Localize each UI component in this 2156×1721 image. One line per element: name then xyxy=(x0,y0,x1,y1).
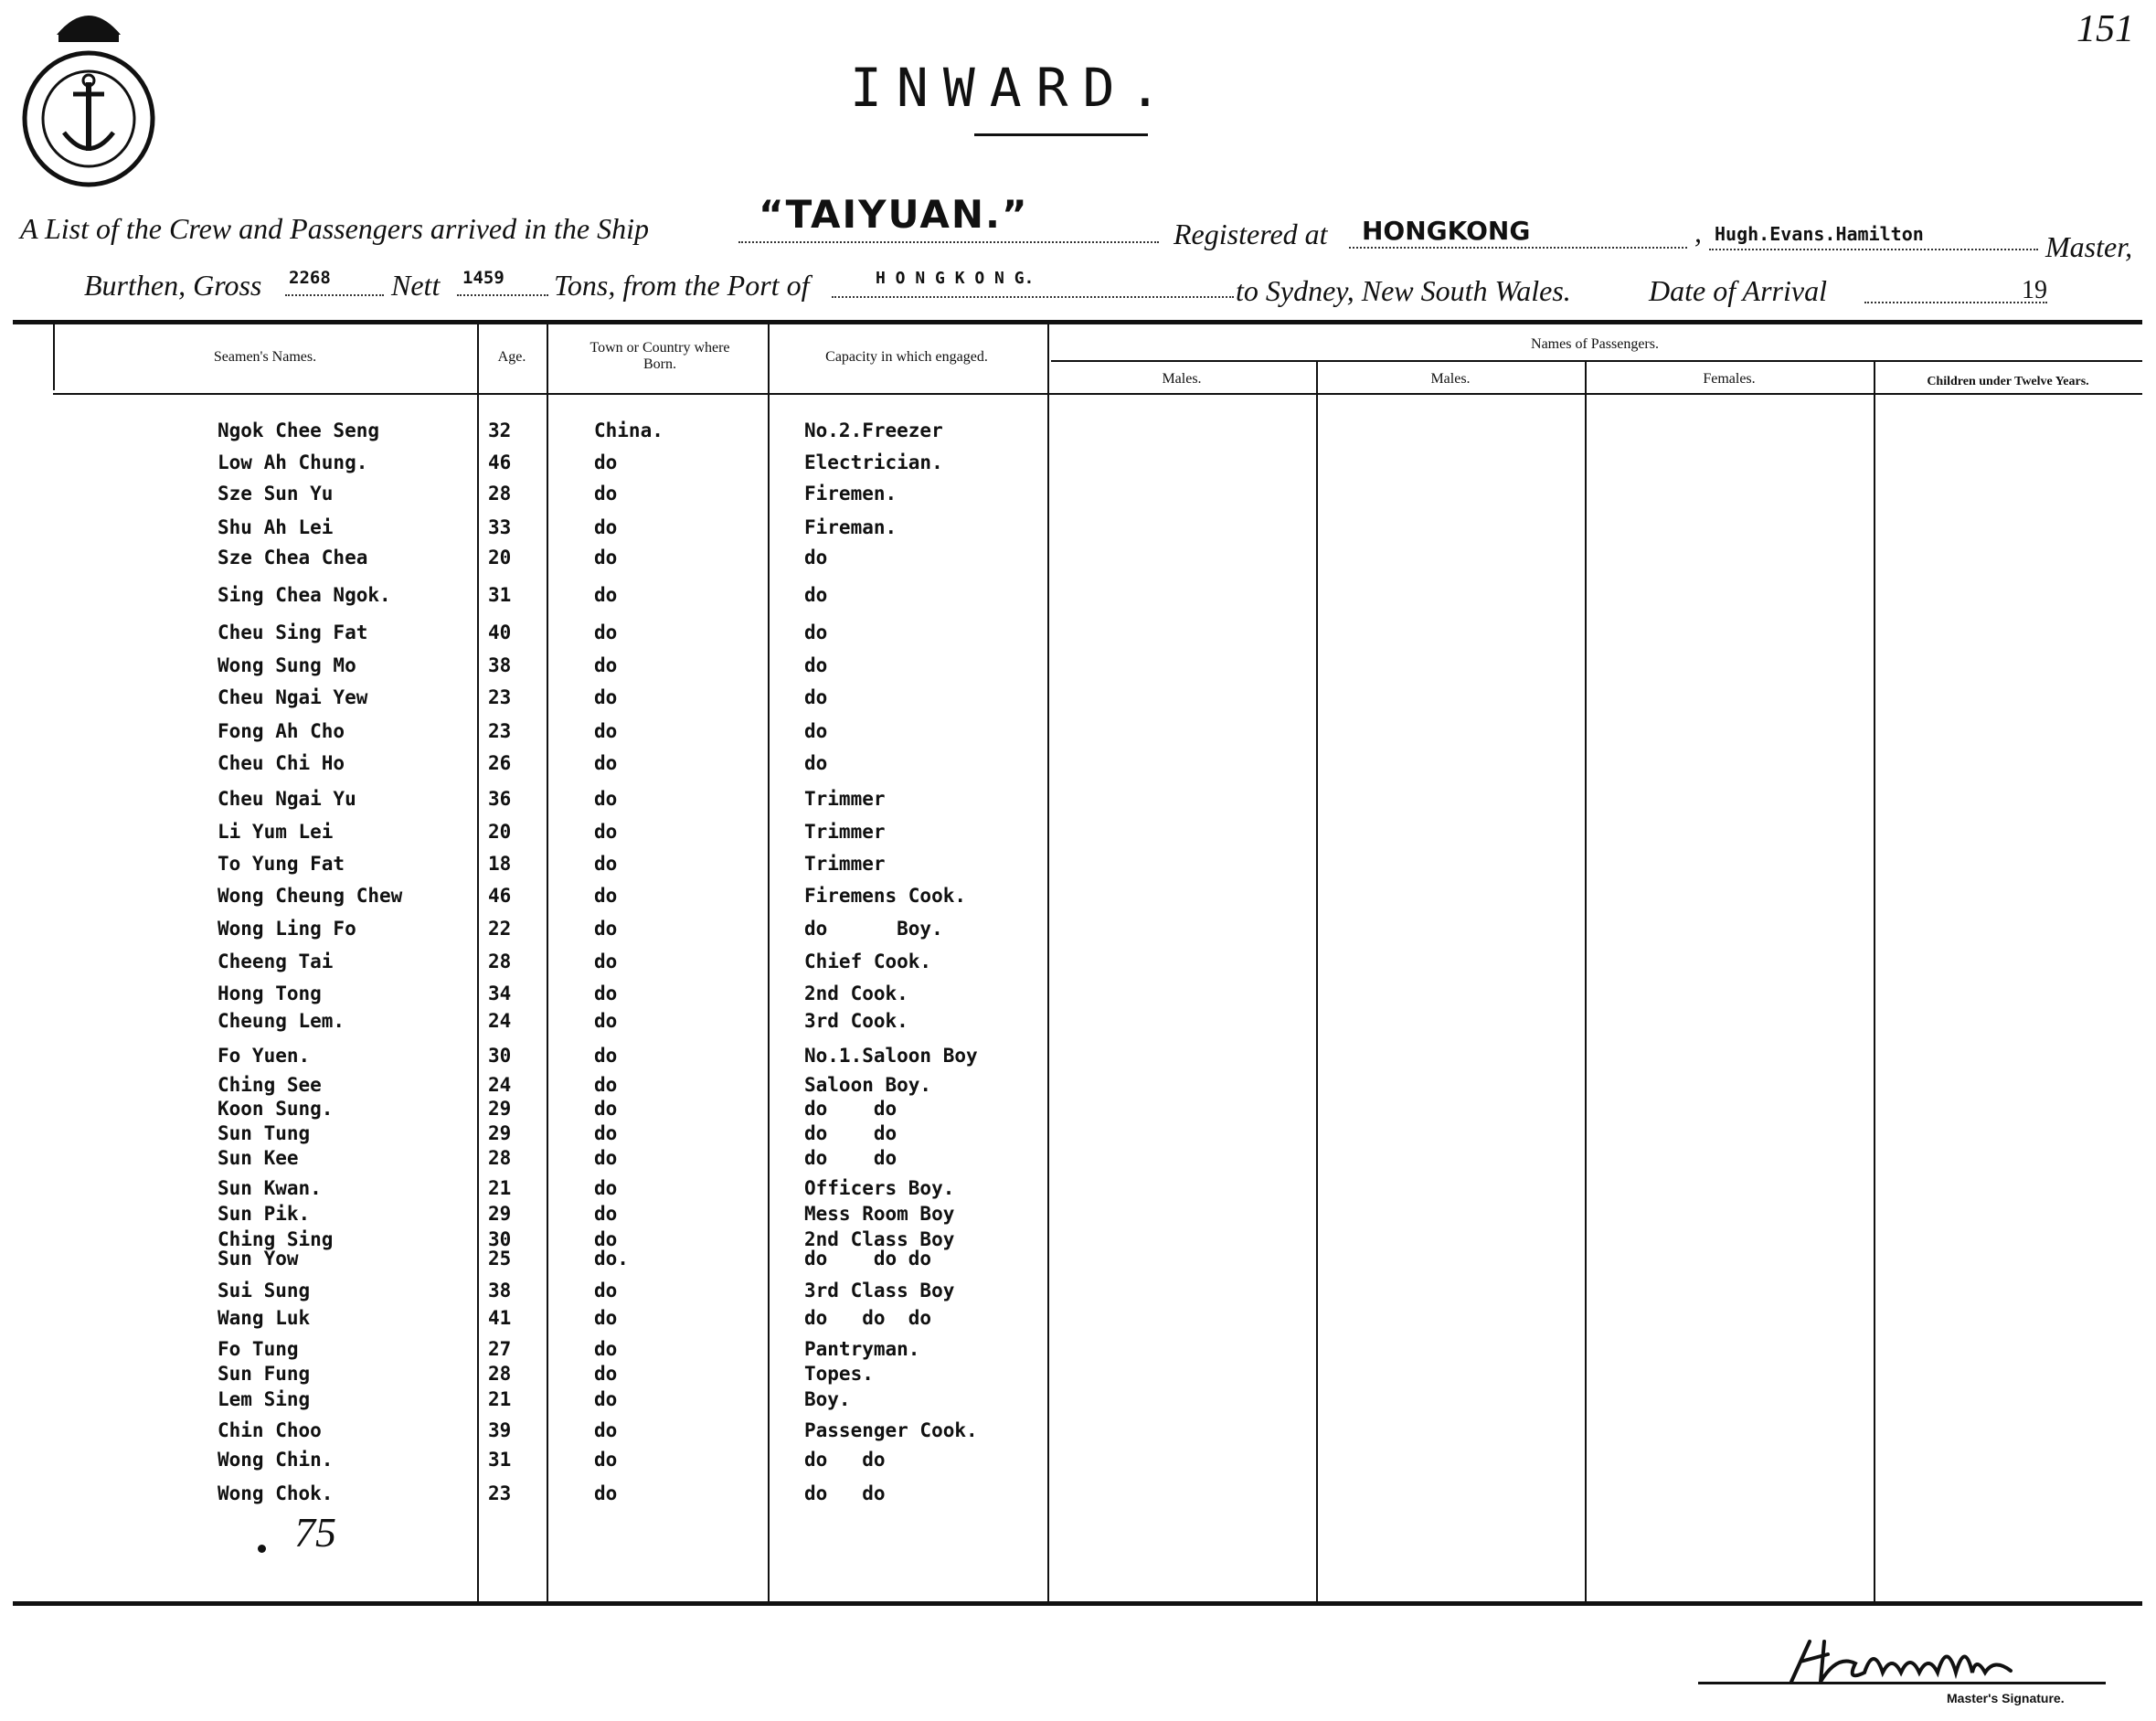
col-males-2: Males. xyxy=(1430,371,1471,387)
seaman-age: 30 xyxy=(488,1228,512,1250)
seaman-capacity: Mess Room Boy xyxy=(804,1203,955,1225)
seaman-name: Lem Sing xyxy=(218,1388,311,1410)
seaman-age: 29 xyxy=(488,1122,512,1144)
seaman-birthplace: do xyxy=(594,1388,618,1410)
seaman-name: Sun Kwan. xyxy=(218,1177,322,1199)
seaman-name: Sing Chea Ngok. xyxy=(218,584,391,606)
seaman-capacity: No.1.Saloon Boy xyxy=(804,1045,978,1067)
seaman-name: Wong Cheung Chew xyxy=(218,885,403,907)
seaman-age: 20 xyxy=(488,547,512,568)
seaman-age: 23 xyxy=(488,686,512,708)
seaman-age: 24 xyxy=(488,1010,512,1032)
seaman-age: 20 xyxy=(488,821,512,843)
seaman-capacity: 3rd Class Boy xyxy=(804,1280,955,1301)
tally-note: 75 xyxy=(294,1509,336,1556)
seaman-birthplace: do xyxy=(594,885,618,907)
seaman-name: Cheu Ngai Yew xyxy=(218,686,368,708)
seaman-age: 22 xyxy=(488,918,512,940)
destination-label: to Sydney, New South Wales. xyxy=(1236,274,1571,307)
nett-label: Nett xyxy=(391,269,441,302)
seaman-birthplace: do xyxy=(594,951,618,972)
col-seamen-names: Seamen's Names. xyxy=(213,349,317,365)
seaman-birthplace: do xyxy=(594,1419,618,1441)
seaman-name: Koon Sung. xyxy=(218,1098,334,1120)
seaman-name: Cheu Sing Fat xyxy=(218,621,368,643)
burthen-label: Burthen, Gross xyxy=(84,269,262,302)
seaman-age: 21 xyxy=(488,1388,512,1410)
seaman-age: 40 xyxy=(488,621,512,643)
seaman-capacity: Trimmer xyxy=(804,788,886,810)
seaman-birthplace: do xyxy=(594,1307,618,1329)
seaman-name: Low Ah Chung. xyxy=(218,451,368,473)
seaman-name: Sui Sung xyxy=(218,1280,311,1301)
seaman-name: Chin Choo xyxy=(218,1419,322,1441)
seaman-age: 23 xyxy=(488,1482,512,1504)
seaman-age: 38 xyxy=(488,654,512,676)
master-label: Master, xyxy=(2045,230,2133,263)
master-name: Hugh.Evans.Hamilton xyxy=(1715,223,1924,245)
seaman-birthplace: do xyxy=(594,686,618,708)
seaman-age: 38 xyxy=(488,1280,512,1301)
seaman-birthplace: do xyxy=(594,918,618,940)
seaman-age: 46 xyxy=(488,885,512,907)
col-children: Children under Twelve Years. xyxy=(1927,375,2089,388)
signature-label: Master's Signature. xyxy=(1947,1691,2065,1705)
seaman-capacity: do do do xyxy=(804,1248,932,1270)
seaman-capacity: do xyxy=(804,686,828,708)
seaman-name: Wong Sung Mo xyxy=(218,654,356,676)
seaman-capacity: do do xyxy=(804,1122,897,1144)
seaman-birthplace: do xyxy=(594,451,618,473)
seaman-name: Wang Luk xyxy=(218,1307,311,1329)
seaman-capacity: Passenger Cook. xyxy=(804,1419,978,1441)
seaman-age: 21 xyxy=(488,1177,512,1199)
seaman-capacity: 3rd Cook. xyxy=(804,1010,908,1032)
seaman-age: 33 xyxy=(488,516,512,538)
seaman-name: Ching See xyxy=(218,1074,322,1096)
seaman-capacity: do Boy. xyxy=(804,918,943,940)
seaman-birthplace: do xyxy=(594,1074,618,1096)
seaman-birthplace: do xyxy=(594,1228,618,1250)
seaman-capacity: 2nd Class Boy xyxy=(804,1228,955,1250)
seaman-age: 30 xyxy=(488,1045,512,1067)
seaman-name: Wong Chok. xyxy=(218,1482,334,1504)
title-ornament xyxy=(974,133,1148,136)
seaman-birthplace: do xyxy=(594,1122,618,1144)
seaman-name: Ngok Chee Seng xyxy=(218,420,380,441)
seaman-name: Sze Sun Yu xyxy=(218,483,334,505)
seaman-age: 26 xyxy=(488,752,512,774)
seaman-capacity: Pantryman. xyxy=(804,1338,920,1360)
seaman-name: Wong Ling Fo xyxy=(218,918,356,940)
seaman-birthplace: do xyxy=(594,821,618,843)
seaman-capacity: do do xyxy=(804,1147,897,1169)
col-passengers: Names of Passengers. xyxy=(1531,336,1659,352)
col-birthplace: Town or Country where Born. xyxy=(589,340,730,372)
seaman-capacity: Electrician. xyxy=(804,451,943,473)
seaman-age: 18 xyxy=(488,853,512,875)
seaman-age: 29 xyxy=(488,1098,512,1120)
seaman-capacity: do do xyxy=(804,1098,897,1120)
seaman-age: 36 xyxy=(488,788,512,810)
seaman-age: 27 xyxy=(488,1338,512,1360)
tons-label: Tons, from the Port of xyxy=(554,269,810,302)
seaman-name: Sun Fung xyxy=(218,1363,311,1385)
seaman-capacity: do do xyxy=(804,1482,886,1504)
arrival-label: Date of Arrival xyxy=(1649,274,1827,307)
seaman-birthplace: China. xyxy=(594,420,664,441)
seaman-birthplace: do xyxy=(594,1449,618,1471)
seaman-capacity: Firemen. xyxy=(804,483,897,505)
seaman-age: 24 xyxy=(488,1074,512,1096)
seaman-birthplace: do. xyxy=(594,1248,629,1270)
seaman-birthplace: do xyxy=(594,752,618,774)
gross-tonnage: 2268 xyxy=(289,268,331,288)
seaman-capacity: Chief Cook. xyxy=(804,951,932,972)
seaman-name: Cheung Lem. xyxy=(218,1010,345,1032)
seaman-name: Li Yum Lei xyxy=(218,821,334,843)
seaman-birthplace: do xyxy=(594,1098,618,1120)
col-age: Age. xyxy=(497,349,526,365)
page-title: INWARD. xyxy=(850,57,1176,119)
seaman-name: Shu Ah Lei xyxy=(218,516,334,538)
seaman-capacity: Fireman. xyxy=(804,516,897,538)
seaman-birthplace: do xyxy=(594,516,618,538)
seaman-age: 28 xyxy=(488,1147,512,1169)
seaman-capacity: do xyxy=(804,654,828,676)
seaman-capacity: do xyxy=(804,621,828,643)
seaman-birthplace: do xyxy=(594,1045,618,1067)
seaman-capacity: do xyxy=(804,752,828,774)
seaman-name: Sze Chea Chea xyxy=(218,547,368,568)
ship-name: “TAIYUAN.” xyxy=(759,192,1029,237)
seaman-birthplace: do xyxy=(594,1338,618,1360)
seaman-birthplace: do xyxy=(594,1280,618,1301)
seaman-name: Sun Tung xyxy=(218,1122,311,1144)
seaman-age: 32 xyxy=(488,420,512,441)
seaman-name: Sun Kee xyxy=(218,1147,299,1169)
seaman-capacity: do do xyxy=(804,1449,886,1471)
seaman-age: 28 xyxy=(488,483,512,505)
seaman-capacity: 2nd Cook. xyxy=(804,983,908,1004)
col-females: Females. xyxy=(1703,371,1756,387)
seaman-birthplace: do xyxy=(594,853,618,875)
seaman-birthplace: do xyxy=(594,584,618,606)
seaman-name: Sun Yow xyxy=(218,1248,299,1270)
seaman-birthplace: do xyxy=(594,1147,618,1169)
seaman-birthplace: do xyxy=(594,1010,618,1032)
seaman-name: Cheu Chi Ho xyxy=(218,752,345,774)
seaman-age: 28 xyxy=(488,951,512,972)
seaman-name: Fo Tung xyxy=(218,1338,299,1360)
seaman-name: Hong Tong xyxy=(218,983,322,1004)
seaman-age: 46 xyxy=(488,451,512,473)
seaman-birthplace: do xyxy=(594,483,618,505)
col-males-1: Males. xyxy=(1162,371,1202,387)
seaman-birthplace: do xyxy=(594,547,618,568)
seaman-age: 25 xyxy=(488,1248,512,1270)
seaman-age: 31 xyxy=(488,1449,512,1471)
seaman-capacity: do xyxy=(804,720,828,742)
nett-tonnage: 1459 xyxy=(462,268,504,288)
seaman-birthplace: do xyxy=(594,720,618,742)
registered-label: Registered at xyxy=(1174,218,1328,250)
seaman-birthplace: do xyxy=(594,1482,618,1504)
seaman-age: 41 xyxy=(488,1307,512,1329)
seaman-capacity: do do do xyxy=(804,1307,932,1329)
seaman-capacity: Trimmer xyxy=(804,853,886,875)
from-port: H O N G K O N G. xyxy=(876,269,1035,288)
seaman-birthplace: do xyxy=(594,1203,618,1225)
seaman-name: Cheeng Tai xyxy=(218,951,334,972)
seaman-birthplace: do xyxy=(594,788,618,810)
seaman-capacity: No.2.Freezer xyxy=(804,420,943,441)
seaman-name: To Yung Fat xyxy=(218,853,345,875)
seaman-name: Ching Sing xyxy=(218,1228,334,1250)
seaman-name: Cheu Ngai Yu xyxy=(218,788,356,810)
col-capacity: Capacity in which engaged. xyxy=(825,349,988,365)
seaman-birthplace: do xyxy=(594,983,618,1004)
seaman-age: 29 xyxy=(488,1203,512,1225)
seaman-capacity: Firemens Cook. xyxy=(804,885,967,907)
seaman-age: 34 xyxy=(488,983,512,1004)
department-seal xyxy=(20,0,157,187)
seaman-birthplace: do xyxy=(594,654,618,676)
seaman-name: Fong Ah Cho xyxy=(218,720,345,742)
page-number: 151 xyxy=(2076,8,2134,50)
seaman-age: 28 xyxy=(488,1363,512,1385)
seaman-capacity: Topes. xyxy=(804,1363,874,1385)
header-line1-prefix: A List of the Crew and Passengers arrived in the Ship xyxy=(20,212,649,245)
seaman-age: 23 xyxy=(488,720,512,742)
seaman-capacity: do xyxy=(804,584,828,606)
seaman-capacity: Officers Boy. xyxy=(804,1177,955,1199)
seaman-age: 31 xyxy=(488,584,512,606)
registered-port: HONGKONG xyxy=(1362,216,1531,246)
seaman-capacity: Boy. xyxy=(804,1388,851,1410)
seaman-birthplace: do xyxy=(594,621,618,643)
arrival-year: 19 xyxy=(2022,276,2047,304)
seaman-capacity: Saloon Boy. xyxy=(804,1074,932,1096)
seaman-birthplace: do xyxy=(594,1363,618,1385)
seaman-birthplace: do xyxy=(594,1177,618,1199)
seaman-capacity: Trimmer xyxy=(804,821,886,843)
seaman-name: Wong Chin. xyxy=(218,1449,334,1471)
seaman-age: 39 xyxy=(488,1419,512,1441)
seaman-name: Sun Pik. xyxy=(218,1203,311,1225)
seaman-name: Fo Yuen. xyxy=(218,1045,311,1067)
seaman-capacity: do xyxy=(804,547,828,568)
